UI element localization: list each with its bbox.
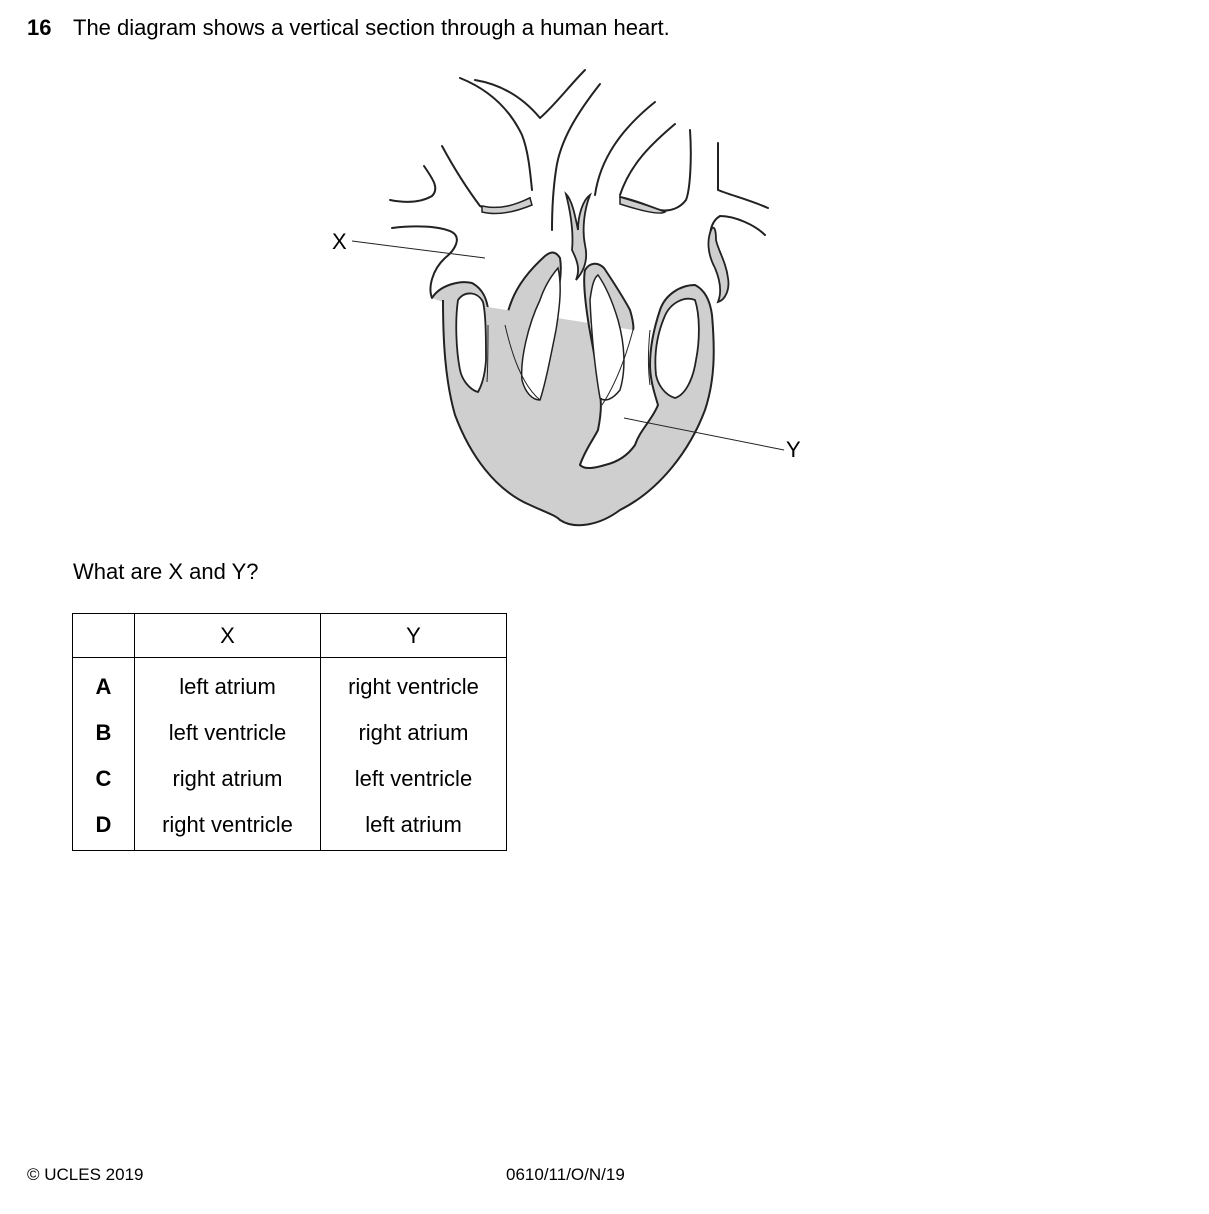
option-x-value: left ventricle	[135, 710, 321, 756]
option-x-value: right atrium	[135, 756, 321, 802]
question-prompt: What are X and Y?	[73, 559, 259, 584]
option-key: C	[73, 756, 135, 802]
option-key: D	[73, 802, 135, 851]
option-y-value: right ventricle	[321, 658, 507, 711]
option-row-d[interactable]	[73, 802, 507, 851]
heart-diagram	[320, 62, 820, 538]
option-row-b[interactable]	[73, 710, 507, 756]
header-x: X	[135, 614, 321, 658]
option-key: A	[73, 658, 135, 711]
option-x-value: right ventricle	[135, 802, 321, 851]
copyright-notice: © UCLES 2019	[27, 1165, 144, 1184]
table-header-row	[73, 614, 507, 658]
header-y: Y	[321, 614, 507, 658]
option-key: B	[73, 710, 135, 756]
option-y-value: left ventricle	[321, 756, 507, 802]
answer-options-table	[72, 613, 507, 851]
paper-code: 0610/11/O/N/19	[506, 1165, 625, 1184]
diagram-label-x: X	[332, 229, 347, 254]
option-row-c[interactable]	[73, 756, 507, 802]
question-stem: The diagram shows a vertical section through a human heart.	[73, 15, 670, 40]
option-y-value: right atrium	[321, 710, 507, 756]
header-key	[73, 614, 135, 658]
option-y-value: left atrium	[321, 802, 507, 851]
question-number: 16	[27, 15, 52, 40]
option-row-a[interactable]	[73, 658, 507, 711]
diagram-label-y: Y	[786, 437, 801, 462]
option-x-value: left atrium	[135, 658, 321, 711]
